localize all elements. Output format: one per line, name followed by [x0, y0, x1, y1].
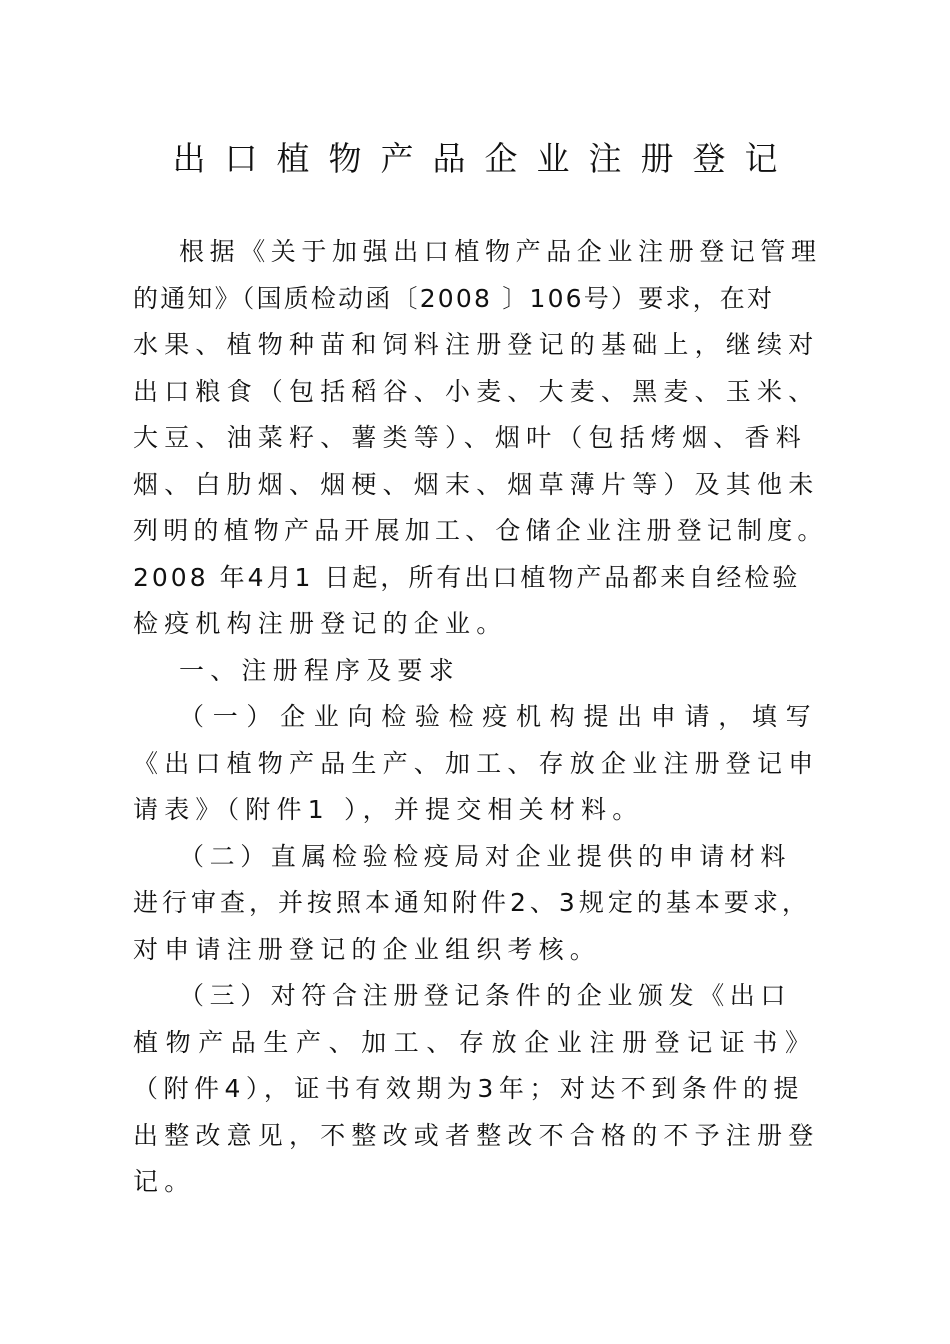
text-line: 植物产品生产、加工、存放企业注册登记证书》 — [133, 1028, 818, 1057]
document-title: 出口植物产品企业注册登记 — [172, 139, 797, 178]
text-line: 大豆、油菜籽、薯类等）、烟叶（包括烤烟、香料 — [133, 423, 807, 452]
text-line: 列明的植物产品开展加工、仓储企业注册登记制度。 — [133, 516, 828, 545]
text-line: （附件4），证书有效期为3年；对达不到条件的提 — [133, 1074, 804, 1103]
text-line: 《出口植物产品生产、加工、存放企业注册登记申 — [133, 749, 820, 778]
text-line: 的通知》（国质检动函〔2008 〕106号）要求，在对 — [133, 284, 775, 313]
text-line: 记。 — [133, 1167, 196, 1196]
text-line: 进行审查，并按照本通知附件2、3规定的基本要求， — [133, 888, 811, 917]
text-line: 检疫机构注册登记的企业。 — [133, 609, 508, 638]
text-line: 请表》（附件1 ），并提交相关材料。 — [133, 795, 644, 824]
text-line: 出整改意见，不整改或者整改不合格的不予注册登 — [133, 1121, 820, 1150]
text-line: 2008 年4月1 日起，所有出口植物产品都来自经检验 — [133, 563, 801, 592]
text-line: （三）对符合注册登记条件的企业颁发《出口 — [179, 981, 792, 1010]
text-line: 烟、白肋烟、烟梗、烟末、烟草薄片等）及其他未 — [133, 470, 820, 499]
text-line: 对申请注册登记的企业组织考核。 — [133, 935, 602, 964]
text-line: （二）直属检验检疫局对企业提供的申请材料 — [179, 842, 792, 871]
section-heading: 一、注册程序及要求 — [179, 656, 460, 685]
text-line: 出口粮食（包括稻谷、小麦、大麦、黑麦、玉米、 — [133, 377, 820, 406]
text-line: 水果、植物种苗和饲料注册登记的基础上，继续对 — [133, 330, 820, 359]
text-line: 根据《关于加强出口植物产品企业注册登记管理 — [179, 237, 822, 266]
text-line: （一）企业向检验检疫机构提出申请，填写 — [179, 702, 820, 731]
